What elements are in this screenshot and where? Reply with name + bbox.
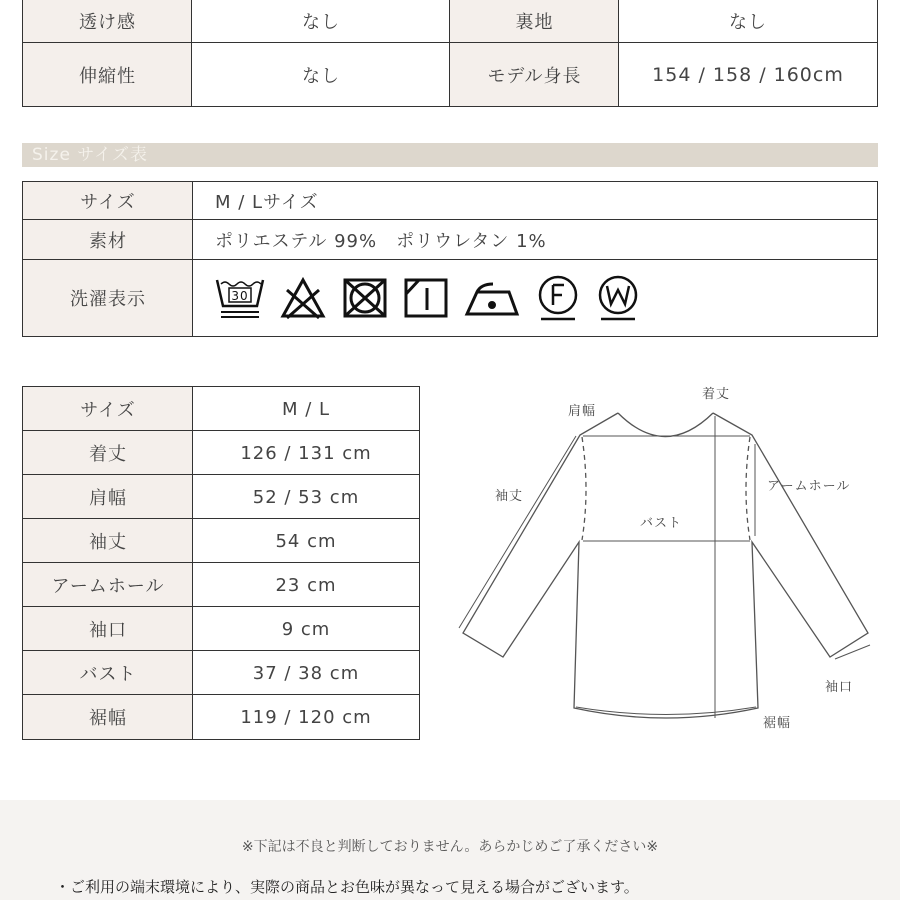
size-row-label: 裾幅 [22,694,194,740]
size-row-value: 54 cm [192,518,420,564]
size-row-label: 袖口 [22,606,194,652]
diagram-label-sleeve: 袖丈 [495,489,524,504]
garment-outline [463,413,868,718]
spec-value: 154 / 158 / 160cm [618,42,878,107]
size-row-value: 37 / 38 cm [192,650,420,696]
diagram-label-cuff: 袖口 [825,680,854,695]
spec-value: なし [191,42,451,107]
diagram-label-length: 着丈 [702,387,731,402]
spec-label: 伸縮性 [22,42,193,107]
info-label: 素材 [22,219,194,261]
info-label: サイズ [22,181,194,221]
measure-lines [459,416,870,718]
size-row-label: アームホール [22,562,194,608]
diagram-label-armhole: アームホール [767,479,851,494]
size-table-header-label: サイズ [22,386,194,432]
neckline [618,413,713,437]
size-table-header-value: M / L [192,386,420,432]
size-row-value: 9 cm [192,606,420,652]
size-row-label: 袖丈 [22,518,194,564]
diagram-label-hem: 裾幅 [763,716,792,731]
info-value: ポリエステル 99% ポリウレタン 1% [192,219,878,261]
size-row-label: 肩幅 [22,474,194,520]
spec-label: 裏地 [449,0,620,43]
diagram-label-shoulder: 肩幅 [568,404,597,419]
size-row-value: 126 / 131 cm [192,430,420,476]
diagram-label-bust: バスト [640,516,683,531]
size-row-value: 119 / 120 cm [192,694,420,740]
info-label: 洗濯表示 [22,259,194,337]
spec-value: なし [191,0,451,43]
size-row-value: 23 cm [192,562,420,608]
info-value: M / Lサイズ [192,181,878,221]
spec-value: なし [618,0,878,43]
spec-label: モデル身長 [449,42,620,107]
notice-line: ・ご利用の端末環境により、実際の商品とお色味が異なって見える場合がございます。 [55,878,639,896]
notice-section [0,800,900,900]
size-row-value: 52 / 53 cm [192,474,420,520]
spec-label: 透け感 [22,0,193,43]
size-row-label: 着丈 [22,430,194,476]
size-row-label: バスト [22,650,194,696]
wash-temp: 30 [231,289,249,303]
notice-title: ※下記は不良と判断しておりません。あらかじめご了承ください※ [241,839,659,855]
size-section-header: Size サイズ表 [22,143,878,167]
